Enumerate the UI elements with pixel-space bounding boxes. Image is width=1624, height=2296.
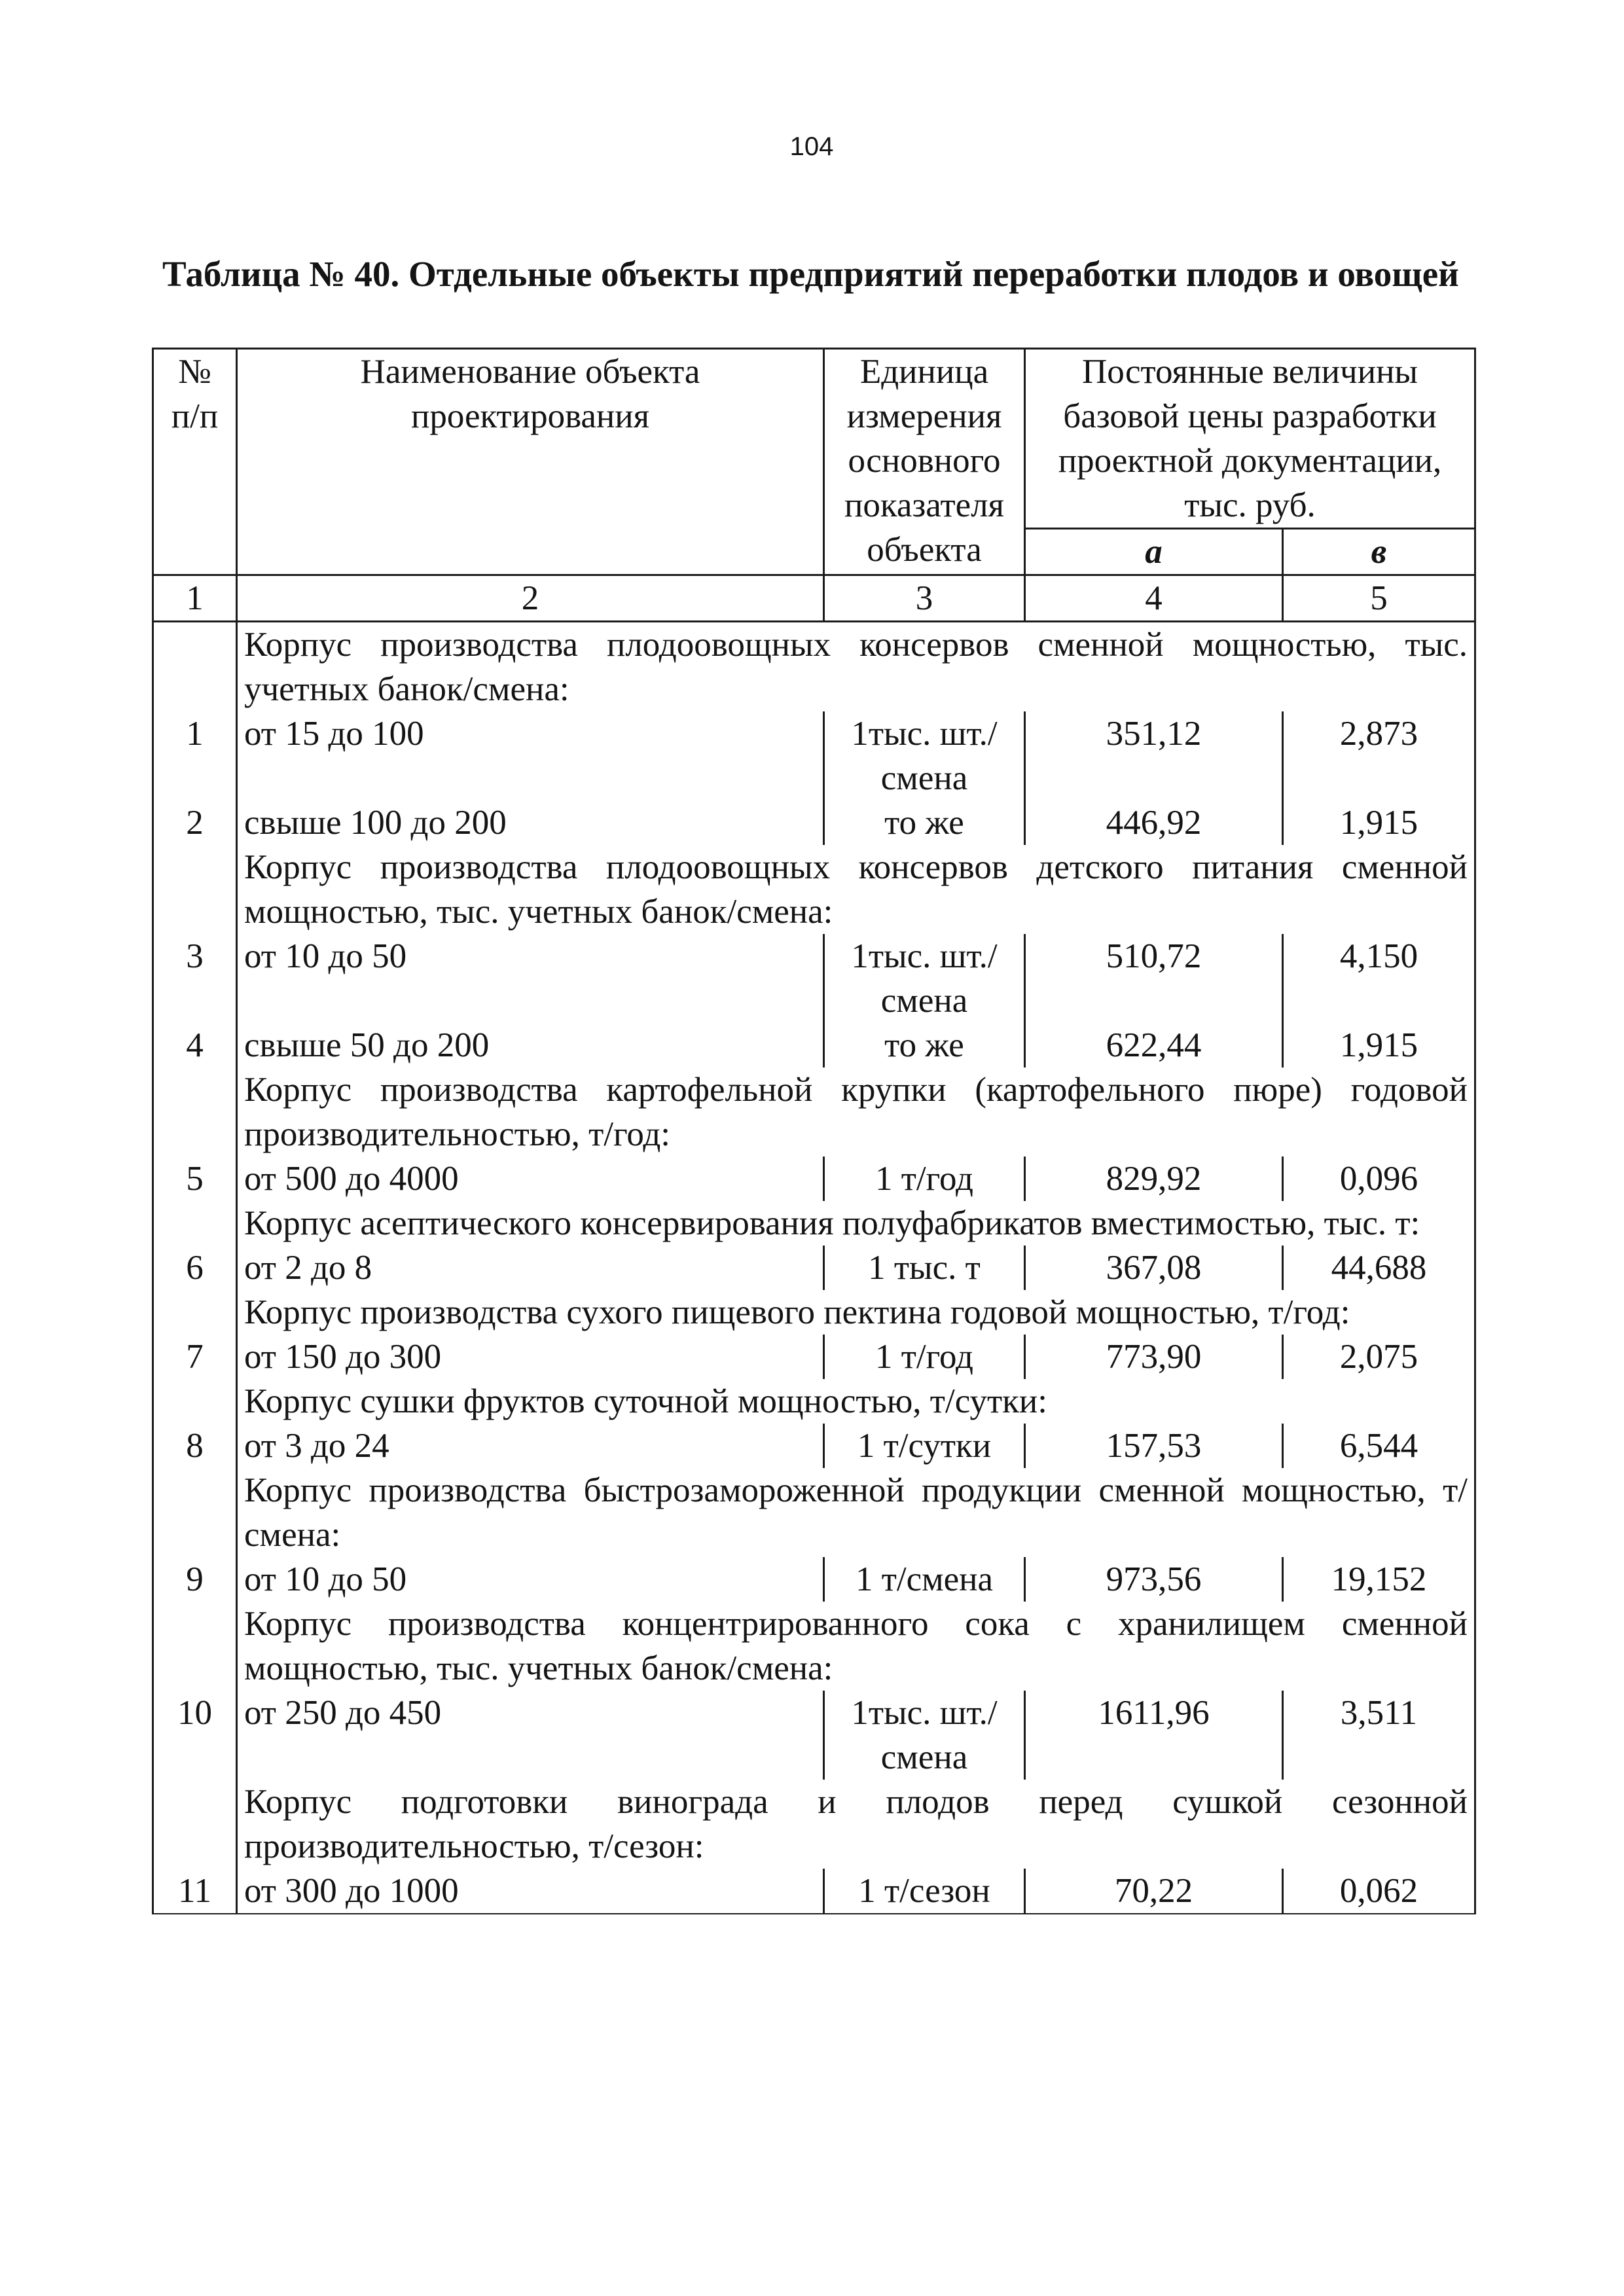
table-title: Таблица № 40. Отдельные объекты предприятий переработки плодов и овощей (162, 254, 1459, 294)
unit-cell: 1 т/год (824, 1335, 1025, 1379)
group-heading: Корпус производства плодоовощных консервов сменной мощностью, тыс. учетных банок/смена: (237, 622, 1475, 712)
value-a-cell: 1611,96 (1025, 1691, 1283, 1780)
unit-cell: 1тыс. шт./смена (824, 1691, 1025, 1780)
table-row (153, 1246, 1475, 1290)
object-range: от 300 до 1000 (237, 1869, 824, 1914)
row-number: 1 (153, 711, 237, 800)
unit-cell: то же (824, 800, 1025, 845)
page-number: 104 (789, 132, 834, 161)
group-number-cell (153, 1602, 237, 1691)
row-number: 2 (153, 800, 237, 845)
value-a-cell: 973,56 (1025, 1557, 1283, 1602)
group-heading-row (153, 1290, 1475, 1335)
object-range: свыше 100 до 200 (237, 800, 824, 845)
group-number-cell (153, 1290, 237, 1335)
group-number-cell (153, 845, 237, 934)
table-row (153, 1424, 1475, 1468)
value-a-cell: 157,53 (1025, 1424, 1283, 1468)
table-row (153, 1335, 1475, 1379)
value-b-cell: 0,096 (1283, 1157, 1475, 1201)
objects-table (152, 348, 1476, 1914)
header-row (153, 349, 1475, 529)
group-number-cell (153, 1780, 237, 1869)
header-col-price: Постоянные величины базовой цены разработки проектной документации, тыс. руб. (1025, 349, 1475, 529)
value-b-cell: 3,511 (1283, 1691, 1475, 1780)
column-number: 3 (824, 575, 1025, 622)
group-heading-row (153, 845, 1475, 934)
row-number: 3 (153, 934, 237, 1023)
value-b-cell: 2,075 (1283, 1335, 1475, 1379)
row-number: 7 (153, 1335, 237, 1379)
table-row (153, 1157, 1475, 1201)
table-row (153, 1869, 1475, 1914)
object-range: свыше 50 до 200 (237, 1023, 824, 1067)
value-b-cell: 6,544 (1283, 1424, 1475, 1468)
value-b-cell: 2,873 (1283, 711, 1475, 800)
value-b-cell: 44,688 (1283, 1246, 1475, 1290)
value-a-cell: 446,92 (1025, 800, 1283, 845)
object-range: от 3 до 24 (237, 1424, 824, 1468)
column-number-row (153, 575, 1475, 622)
group-heading-row (153, 622, 1475, 712)
object-range: от 2 до 8 (237, 1246, 824, 1290)
value-a-cell: 70,22 (1025, 1869, 1283, 1914)
column-number: 5 (1283, 575, 1475, 622)
value-a-cell: 773,90 (1025, 1335, 1283, 1379)
object-range: от 10 до 50 (237, 1557, 824, 1602)
row-number: 10 (153, 1691, 237, 1780)
group-heading: Корпус подготовки винограда и плодов перед сушкой сезонной производительностью, т/сезон: (237, 1780, 1475, 1869)
header-col-name: Наименование объекта проектирования (237, 349, 824, 575)
group-number-cell (153, 1468, 237, 1557)
row-number: 11 (153, 1869, 237, 1914)
group-heading-row (153, 1602, 1475, 1691)
group-heading: Корпус производства быстрозамороженной продукции сменной мощностью, т/смена: (237, 1468, 1475, 1557)
unit-cell: 1 т/сутки (824, 1424, 1025, 1468)
group-heading: Корпус производства сухого пищевого пектина годовой мощностью, т/год: (237, 1290, 1475, 1335)
column-number: 2 (237, 575, 824, 622)
group-heading: Корпус производства картофельной крупки (картофельного пюре) годовой производительностью, т/год: (237, 1067, 1475, 1157)
column-number: 4 (1025, 575, 1283, 622)
value-b-cell: 1,915 (1283, 1023, 1475, 1067)
group-heading-row (153, 1379, 1475, 1424)
row-number: 6 (153, 1246, 237, 1290)
value-a-cell: 367,08 (1025, 1246, 1283, 1290)
group-heading: Корпус производства концентрированного сока с хранилищем сменной мощностью, тыс. учетных банок/смена: (237, 1602, 1475, 1691)
unit-cell: 1 т/смена (824, 1557, 1025, 1602)
group-number-cell (153, 1067, 237, 1157)
value-b-cell: 19,152 (1283, 1557, 1475, 1602)
row-number: 8 (153, 1424, 237, 1468)
group-heading: Корпус производства плодоовощных консервов детского питания сменной мощностью, тыс. учетных банок/смена: (237, 845, 1475, 934)
row-number: 9 (153, 1557, 237, 1602)
value-b-cell: 1,915 (1283, 800, 1475, 845)
value-a-cell: 622,44 (1025, 1023, 1283, 1067)
group-heading: Корпус асептического консервирования полуфабрикатов вместимостью, тыс. т: (237, 1201, 1475, 1246)
table-row (153, 934, 1475, 1023)
value-b-cell: 0,062 (1283, 1869, 1475, 1914)
unit-cell: 1 т/сезон (824, 1869, 1025, 1914)
unit-cell: 1тыс. шт./смена (824, 711, 1025, 800)
group-number-cell (153, 622, 237, 712)
table-row (153, 1691, 1475, 1780)
object-range: от 150 до 300 (237, 1335, 824, 1379)
unit-cell: 1 т/год (824, 1157, 1025, 1201)
header-col-unit: Единица измерения основного показателя объекта (824, 349, 1025, 575)
table-row (153, 1023, 1475, 1067)
group-heading-row (153, 1780, 1475, 1869)
group-heading: Корпус сушки фруктов суточной мощностью, т/сутки: (237, 1379, 1475, 1424)
group-heading-row (153, 1067, 1475, 1157)
group-number-cell (153, 1201, 237, 1246)
header-col-number: № п/п (153, 349, 237, 575)
object-range: от 500 до 4000 (237, 1157, 824, 1201)
column-number: 1 (153, 575, 237, 622)
row-number: 4 (153, 1023, 237, 1067)
unit-cell: то же (824, 1023, 1025, 1067)
header-sub-a: а (1025, 529, 1283, 575)
value-a-cell: 351,12 (1025, 711, 1283, 800)
group-heading-row (153, 1201, 1475, 1246)
object-range: от 10 до 50 (237, 934, 824, 1023)
table-row (153, 711, 1475, 800)
table-row (153, 1557, 1475, 1602)
object-range: от 15 до 100 (237, 711, 824, 800)
value-a-cell: 510,72 (1025, 934, 1283, 1023)
value-b-cell: 4,150 (1283, 934, 1475, 1023)
unit-cell: 1тыс. шт./смена (824, 934, 1025, 1023)
table-row (153, 800, 1475, 845)
object-range: от 250 до 450 (237, 1691, 824, 1780)
value-a-cell: 829,92 (1025, 1157, 1283, 1201)
row-number: 5 (153, 1157, 237, 1201)
group-heading-row (153, 1468, 1475, 1557)
header-sub-b: в (1283, 529, 1475, 575)
unit-cell: 1 тыс. т (824, 1246, 1025, 1290)
group-number-cell (153, 1379, 237, 1424)
